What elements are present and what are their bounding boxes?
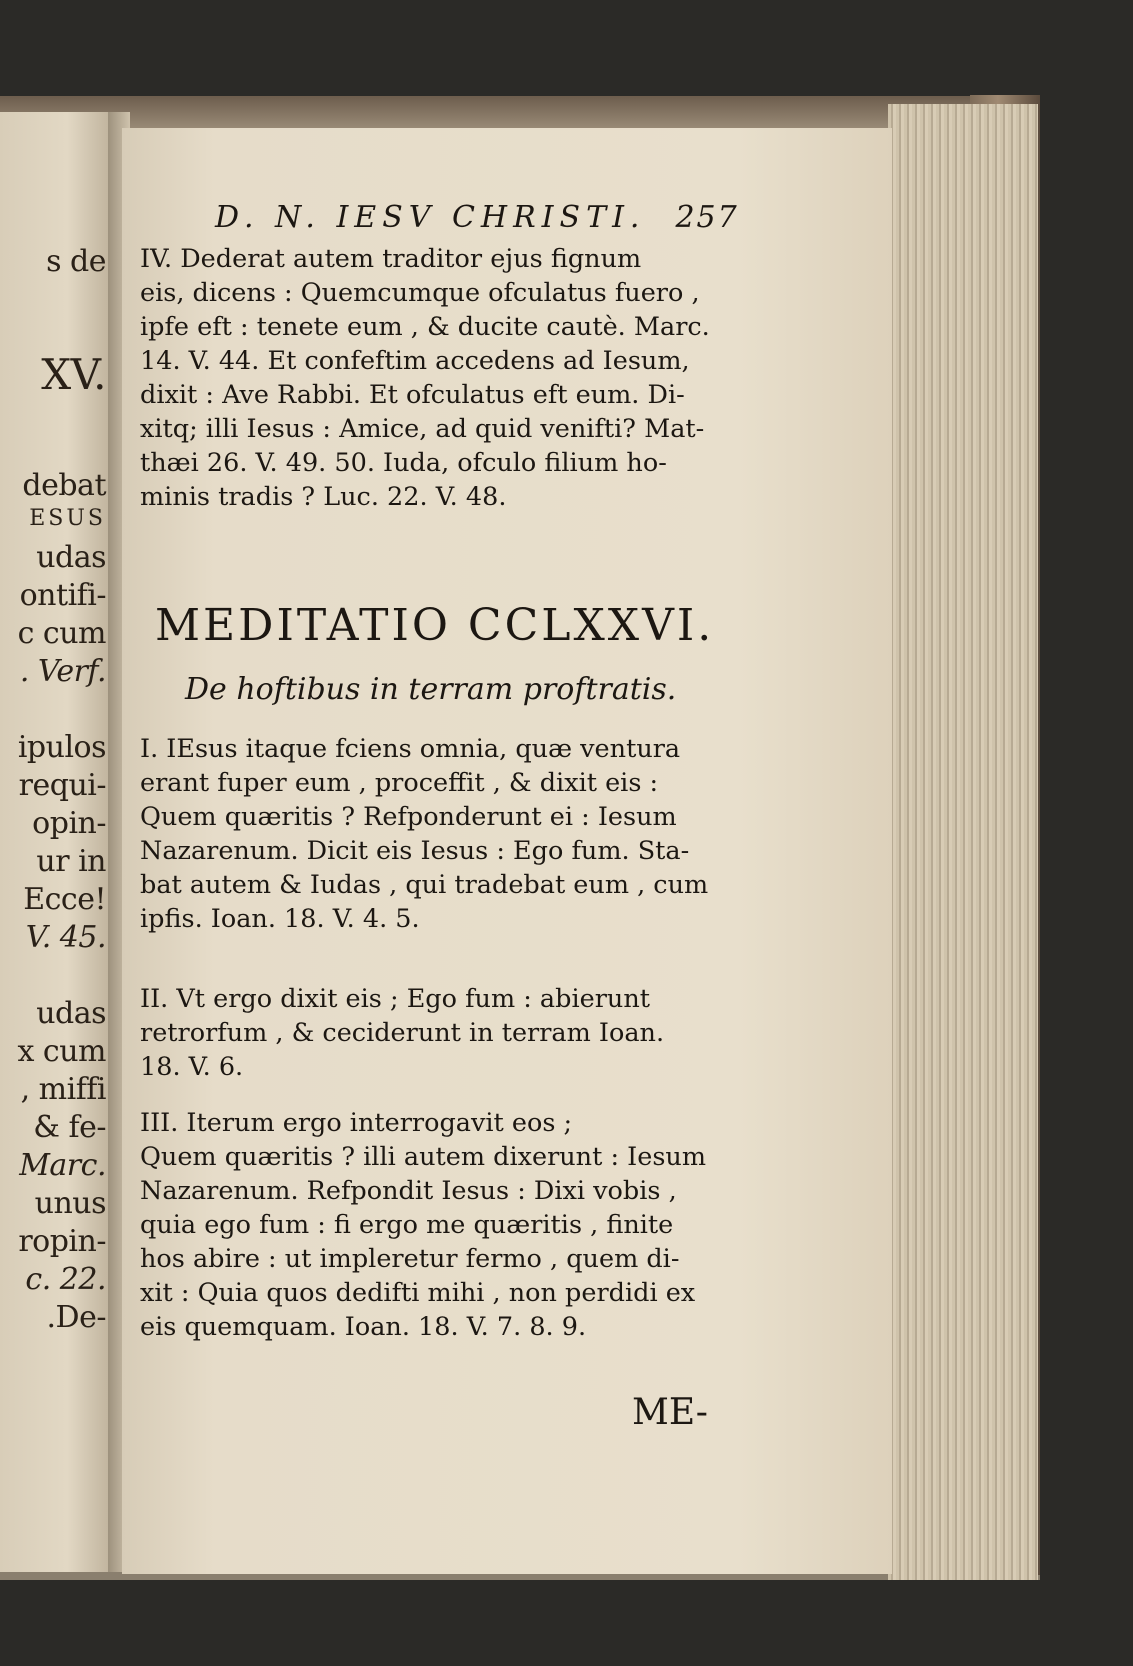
left-fragment: V. 45.	[25, 920, 106, 955]
paragraph-ii	[140, 982, 780, 1084]
left-fragment: ESUS	[29, 506, 106, 531]
catchword: ME-	[632, 1392, 708, 1433]
left-fragment: XV.	[41, 350, 106, 399]
text-line: Quem quæritis ? Refponderunt ei : Iesum	[140, 802, 677, 832]
text-line: I. IEsus itaque fciens omnia, quæ ventura	[140, 734, 681, 764]
left-fragment: udas	[36, 996, 106, 1031]
left-fragment: unus	[34, 1186, 106, 1221]
left-fragment: Ecce!	[23, 882, 106, 917]
page-number: 257	[675, 200, 739, 235]
left-fragment: c cum	[17, 616, 106, 651]
text-line: Nazarenum. Refpondit Iesus : Dixi vobis ,	[140, 1176, 677, 1206]
left-fragment: s de	[46, 244, 106, 279]
left-fragment: ropin-	[18, 1224, 106, 1259]
left-fragment: ur in	[36, 844, 106, 879]
text-line: quia ego fum : fi ergo me quæritis , finite	[140, 1210, 674, 1240]
text-line: 14. V. 44. Et confeftim accedens ad Iesum,	[140, 346, 690, 376]
text-line: IV. Dederat autem traditor ejus fignum	[140, 244, 642, 274]
left-fragment: debat	[22, 468, 106, 503]
left-fragment: & fe-	[33, 1110, 106, 1145]
text-line: Nazarenum. Dicit eis Iesus : Ego fum. Sta-	[140, 836, 690, 866]
paragraph-iv	[140, 242, 780, 514]
paragraph-iii	[140, 1106, 780, 1344]
text-line: thæi 26. V. 49. 50. Iuda, ofculo filium ho-	[140, 448, 667, 478]
text-line: eis quemquam. Ioan. 18. V. 7. 8. 9.	[140, 1312, 587, 1342]
left-fragment: ontifi-	[19, 578, 106, 613]
left-fragment: . Verf.	[19, 654, 106, 689]
meditation-subtitle: De hoftibus in terram proftratis.	[185, 672, 677, 707]
running-header	[215, 200, 739, 235]
text-line: minis tradis ? Luc. 22. V. 48.	[140, 482, 507, 512]
left-fragment: requi-	[18, 768, 106, 803]
left-fragment: , miffi	[20, 1072, 106, 1107]
text-line: III. Iterum ergo interrogavit eos ;	[140, 1108, 573, 1138]
left-fragment: ipulos	[17, 730, 106, 765]
left-fragment: opin-	[32, 806, 106, 841]
left-fragment: c. 22.	[25, 1262, 106, 1297]
running-title: D. N. IESV CHRISTI.	[215, 200, 646, 235]
left-fragment: udas	[36, 540, 106, 575]
left-fragment: x cum	[17, 1034, 106, 1069]
paragraph-i	[140, 732, 780, 936]
text-line: ipfe eft : tenete eum , & ducite cautè. Marc.	[140, 312, 710, 342]
text-line: retrorfum , & ceciderunt in terram Ioan.	[140, 1018, 665, 1048]
text-line: Quem quæritis ? illi autem dixerunt : Iesum	[140, 1142, 707, 1172]
text-line: hos abire : ut impleretur fermo , quem di-	[140, 1244, 680, 1274]
text-line: eis, dicens : Quemcumque ofculatus fuero ,	[140, 278, 700, 308]
text-line: dixit : Ave Rabbi. Et ofculatus eft eum. Di-	[140, 380, 685, 410]
left-page	[0, 112, 112, 1572]
text-line: ipfis. Ioan. 18. V. 4. 5.	[140, 904, 420, 934]
left-fragment: .De-	[46, 1300, 106, 1335]
text-line: xit : Quia quos dedifti mihi , non perdidi ex	[140, 1278, 696, 1308]
text-line: erant fuper eum , proceffit , & dixit eis :	[140, 768, 659, 798]
meditation-title: MEDITATIO CCLXXVI.	[155, 600, 715, 651]
text-line: xitq; illi Iesus : Amice, ad quid venifti? Mat-	[140, 414, 705, 444]
text-line: 18. V. 6.	[140, 1052, 244, 1082]
text-line: II. Vt ergo dixit eis ; Ego fum : abierunt	[140, 984, 650, 1014]
page-fore-edge	[888, 104, 1038, 1580]
left-fragment: Marc.	[19, 1148, 106, 1183]
text-line: bat autem & Iudas , qui tradebat eum , cum	[140, 870, 709, 900]
